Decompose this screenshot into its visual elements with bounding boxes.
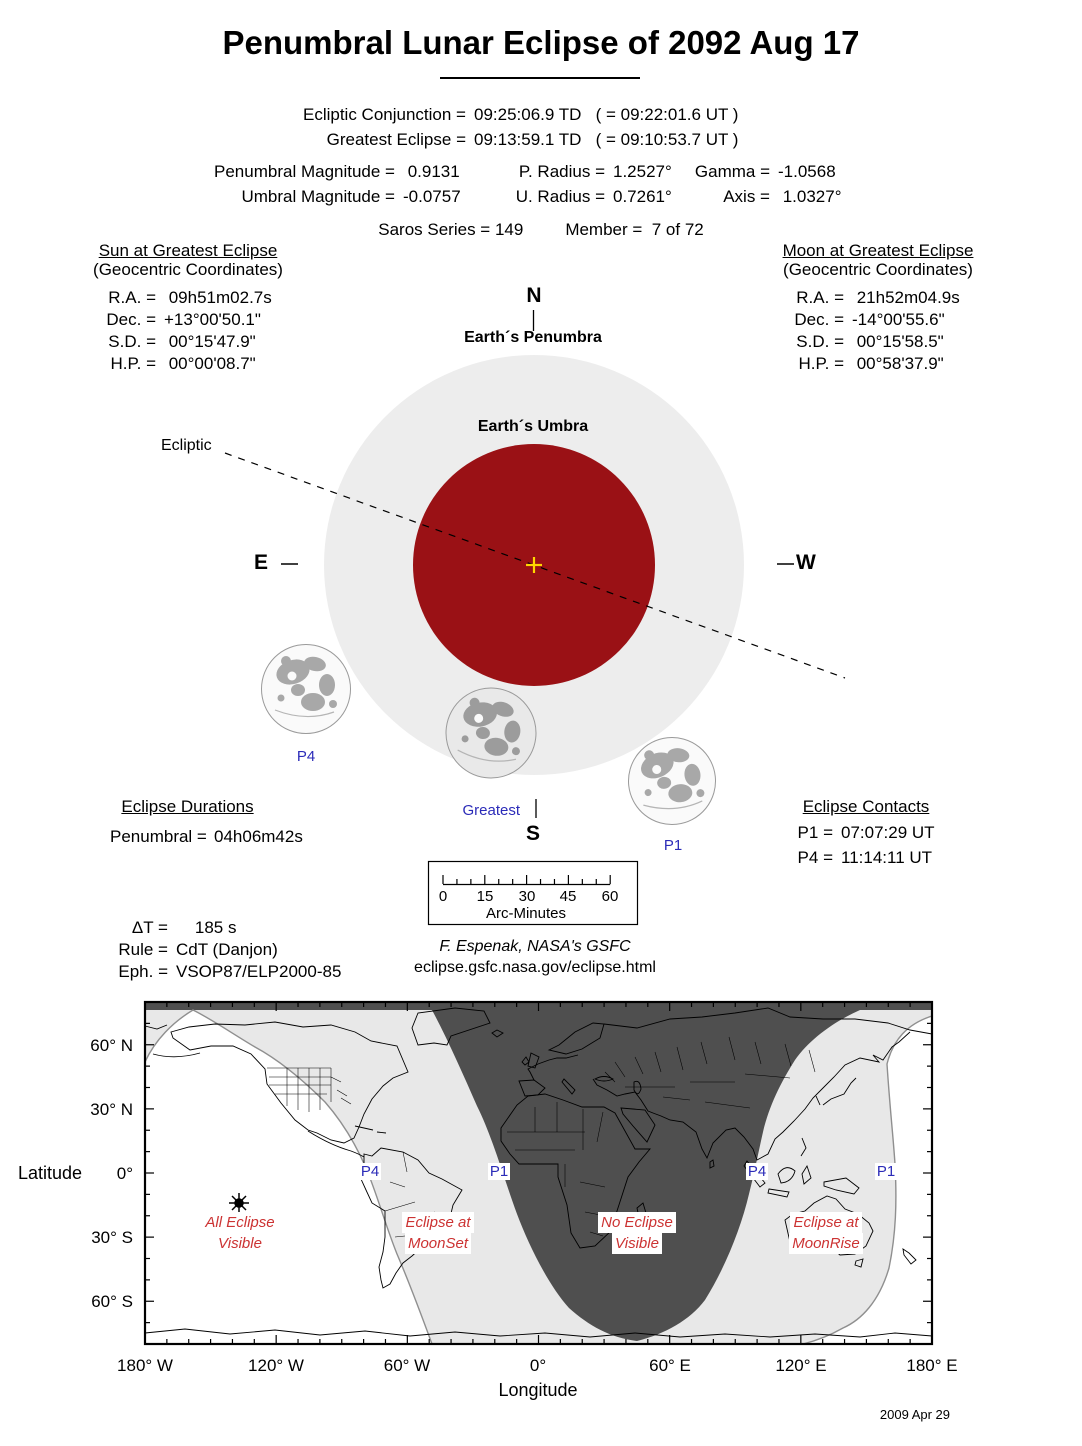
moon-p4-icon xyxy=(262,645,351,734)
map-curve-p1-west-label: P1 xyxy=(489,1163,509,1180)
sublunar-point-icon xyxy=(229,1193,249,1213)
axis-row: Axis = 1.0327° xyxy=(723,187,842,206)
revision-date: 2009 Apr 29 xyxy=(879,1407,950,1422)
sun-hp-row: H.P. = 00°00'08.7" xyxy=(110,354,256,373)
lon-180w-label: 180° W xyxy=(117,1356,173,1375)
p-radius-row: P. Radius = 1.2527° xyxy=(518,162,672,181)
moon-block-title: Moon at Greatest Eclipse xyxy=(782,241,974,260)
credit-url: eclipse.gsfc.nasa.gov/eclipse.html xyxy=(414,959,656,976)
p1-contact-label: P1 xyxy=(663,837,683,854)
north-label: N xyxy=(526,284,542,307)
east-label: E xyxy=(254,551,269,574)
sun-block-subtitle: (Geocentric Coordinates) xyxy=(93,260,283,279)
no-eclipse-visible-note: No Eclipse Visible xyxy=(562,1212,712,1254)
lon-120e-label: 120° E xyxy=(775,1356,827,1375)
saros-series: Saros Series = 149 xyxy=(378,220,524,239)
moon-dec-row: Dec. = -14°00'55.6" xyxy=(794,310,945,329)
lon-0-label: 0° xyxy=(529,1356,547,1375)
contact-p4-row: P4 = 11:14:11 UT xyxy=(797,848,933,867)
lon-60e-label: 60° E xyxy=(649,1356,691,1375)
map-curve-p4-east-label: P4 xyxy=(747,1163,767,1180)
lon-120w-label: 120° W xyxy=(248,1356,304,1375)
umbra-label: Earth´s Umbra xyxy=(477,418,589,435)
moon-ra-row: R.A. = 21h52m04.9s xyxy=(796,288,960,307)
lat-0-label: 0° xyxy=(116,1164,133,1183)
moon-hp-row: H.P. = 00°58'37.9" xyxy=(798,354,944,373)
title-underline xyxy=(440,77,640,79)
longitude-axis-label: Longitude xyxy=(498,1380,578,1400)
lat-30s-label: 30° S xyxy=(91,1228,133,1247)
eclipse-at-moonrise-note: Eclipse at MoonRise xyxy=(751,1212,901,1254)
penumbral-magnitude-row: Penumbral Magnitude = 0.9131 xyxy=(214,162,460,181)
delta-t-row: ΔT = 185 s xyxy=(131,918,237,937)
saros-member: Member = 7 of 72 xyxy=(565,220,704,239)
lon-60w-label: 60° W xyxy=(383,1356,431,1375)
scale-tick-30: 30 xyxy=(518,888,536,905)
sun-sd-row: S.D. = 00°15'47.9" xyxy=(108,332,256,351)
ephemeris-row: Eph. = VSOP87/ELP2000-85 xyxy=(118,962,342,981)
lon-180e-label: 180° E xyxy=(906,1356,958,1375)
map-curve-p4-west-label: P4 xyxy=(360,1163,380,1180)
all-eclipse-visible-note: All Eclipse Visible xyxy=(165,1212,315,1254)
p4-contact-label: P4 xyxy=(296,748,316,765)
gamma-row: Gamma = -1.0568 xyxy=(694,162,836,181)
eclipse-at-moonset-note: Eclipse at MoonSet xyxy=(363,1212,513,1254)
moon-block-subtitle: (Geocentric Coordinates) xyxy=(783,260,973,279)
sun-block-title: Sun at Greatest Eclipse xyxy=(98,241,278,260)
contacts-title: Eclipse Contacts xyxy=(802,797,930,816)
penumbral-duration-row: Penumbral = 04h06m42s xyxy=(110,827,303,846)
latitude-axis-label: Latitude xyxy=(18,1163,83,1183)
moon-sd-row: S.D. = 00°15'58.5" xyxy=(796,332,944,351)
saros-line xyxy=(0,220,1082,240)
page-title: Penumbral Lunar Eclipse of 2092 Aug 17 xyxy=(222,24,860,61)
rule-row: Rule = CdT (Danjon) xyxy=(118,940,278,959)
scale-units-label: Arc-Minutes xyxy=(485,905,567,922)
ecliptic-label: Ecliptic xyxy=(161,437,212,454)
lat-30n-label: 30° N xyxy=(90,1100,133,1119)
greatest-label: Greatest xyxy=(462,802,520,819)
u-radius-row: U. Radius = 0.7261° xyxy=(515,187,672,206)
contact-p1-row: P1 = 07:07:29 UT xyxy=(797,823,935,842)
penumbra-label: Earth´s Penumbra xyxy=(464,329,602,346)
lat-60s-label: 60° S xyxy=(91,1292,133,1311)
scale-tick-0: 0 xyxy=(438,888,448,905)
ecliptic-conjunction-row: Ecliptic Conjunction = 09:25:06.9 TD ( = 09:22:01.6 UT ) xyxy=(302,105,739,124)
sun-ra-row: R.A. = 09h51m02.7s xyxy=(108,288,272,307)
west-label: W xyxy=(796,551,816,574)
umbral-magnitude-row: Umbral Magnitude = -0.0757 xyxy=(241,187,461,206)
sun-dec-row: Dec. = +13°00'50.1" xyxy=(106,310,261,329)
south-label: S xyxy=(525,822,540,845)
scale-tick-45: 45 xyxy=(559,888,577,905)
moon-p1-icon xyxy=(624,733,720,829)
durations-title: Eclipse Durations xyxy=(121,797,254,816)
scale-tick-15: 15 xyxy=(476,888,494,905)
scale-tick-60: 60 xyxy=(601,888,619,905)
lat-60n-label: 60° N xyxy=(90,1036,133,1055)
map-curve-p1-east-label: P1 xyxy=(876,1163,896,1180)
greatest-eclipse-row: Greatest Eclipse = 09:13:59.1 TD ( = 09:10:53.7 UT ) xyxy=(326,130,739,149)
credit-author: F. Espenak, NASA's GSFC xyxy=(439,938,631,955)
visibility-map xyxy=(145,1002,932,1344)
